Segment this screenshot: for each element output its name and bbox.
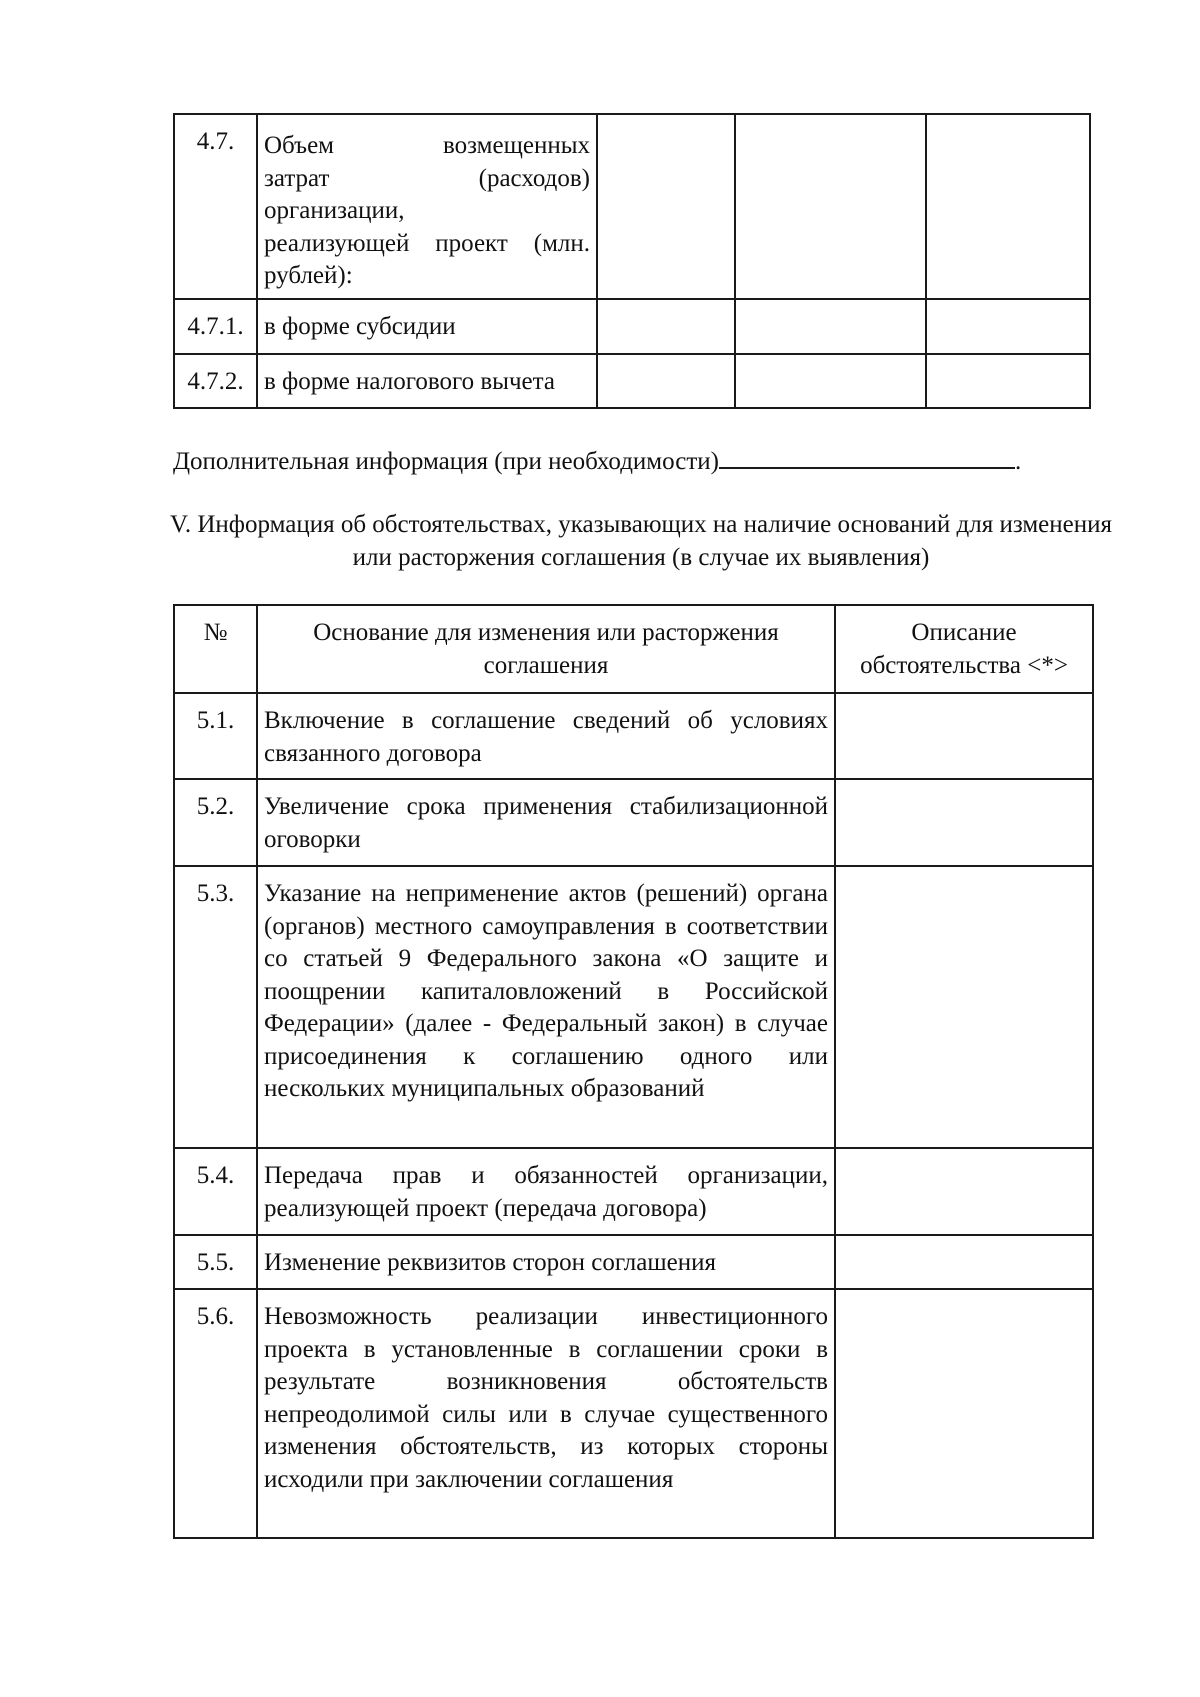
header-number: № <box>174 605 257 693</box>
row-text: Указание на неприменение актов (решений) органа (органов) местного самоуправления в соответствии со статьей 9 Федерального закона «О защите и поощрении капиталовложений в Российской Федерации» (далее - Федеральный закон) в случае присоединения к соглашению одного или нескольких муниципальных образований <box>257 866 835 1148</box>
table-row <box>174 779 1093 866</box>
table-row <box>174 866 1093 1148</box>
empty-cell <box>926 354 1090 408</box>
text-line: организации, <box>264 197 405 224</box>
table-row <box>174 693 1093 779</box>
empty-cell <box>735 114 926 299</box>
row-text: Передача прав и обязанностей организации, реализующей проект (передача договора) <box>257 1148 835 1235</box>
description-cell <box>835 779 1093 866</box>
text-line: Объем возмещенных <box>264 132 590 159</box>
row-text: в форме налогового вычета <box>257 354 597 408</box>
row-number: 5.1. <box>174 693 257 779</box>
description-cell <box>835 1289 1093 1538</box>
text-line: рублей): <box>264 262 353 289</box>
grounds-table <box>173 604 1094 1539</box>
row-text: в форме субсидии <box>257 299 597 354</box>
empty-cell <box>597 354 735 408</box>
row-number: 4.7. <box>174 114 257 299</box>
table-row <box>174 1148 1093 1235</box>
header-description: Описание обстоятельства <*> <box>835 605 1093 693</box>
empty-cell <box>597 299 735 354</box>
row-number: 5.4. <box>174 1148 257 1235</box>
additional-info-label: Дополнительная информация (при необходимости) <box>173 448 719 475</box>
table-row <box>174 114 1090 299</box>
empty-cell <box>926 299 1090 354</box>
row-text: Изменение реквизитов сторон соглашения <box>257 1235 835 1289</box>
table-row <box>174 299 1090 354</box>
row-number: 5.5. <box>174 1235 257 1289</box>
row-text: Включение в соглашение сведений об условиях связанного договора <box>257 693 835 779</box>
description-cell <box>835 693 1093 779</box>
section-title: V. Информация об обстоятельствах, указывающих на наличие оснований для изменения или расторжения соглашения (в случае их выявления) <box>169 511 1113 571</box>
table-row <box>174 354 1090 408</box>
row-text: Увеличение срока применения стабилизационной оговорки <box>257 779 835 866</box>
row-number: 5.6. <box>174 1289 257 1538</box>
fill-in-blank <box>719 441 1015 469</box>
table-row <box>174 1235 1093 1289</box>
row-number: 5.3. <box>174 866 257 1148</box>
header-basis: Основание для изменения или расторжения соглашения <box>257 605 835 693</box>
row-text: Невозможность реализации инвестиционного проекта в установленные в соглашении сроки в результате возникновения обстоятельств непреодолимой силы или в случае существенного изменения обстоятельств, из которых стороны исходили при заключении соглашения <box>257 1289 835 1538</box>
additional-info-line <box>173 441 1113 479</box>
row-text <box>257 114 597 299</box>
empty-cell <box>735 299 926 354</box>
empty-cell <box>597 114 735 299</box>
text-line: затрат (расходов) <box>264 164 590 192</box>
description-cell <box>835 866 1093 1148</box>
financing-table <box>173 113 1091 409</box>
description-cell <box>835 1235 1093 1289</box>
empty-cell <box>926 114 1090 299</box>
empty-cell <box>735 354 926 408</box>
row-number: 5.2. <box>174 779 257 866</box>
description-cell <box>835 1148 1093 1235</box>
additional-info-end: . <box>1014 448 1022 475</box>
row-number: 4.7.2. <box>174 354 257 408</box>
table-header-row <box>174 605 1093 693</box>
row-number: 4.7.1. <box>174 299 257 354</box>
table-row <box>174 1289 1093 1538</box>
text-line: реализующей проект (млн. <box>264 229 590 257</box>
